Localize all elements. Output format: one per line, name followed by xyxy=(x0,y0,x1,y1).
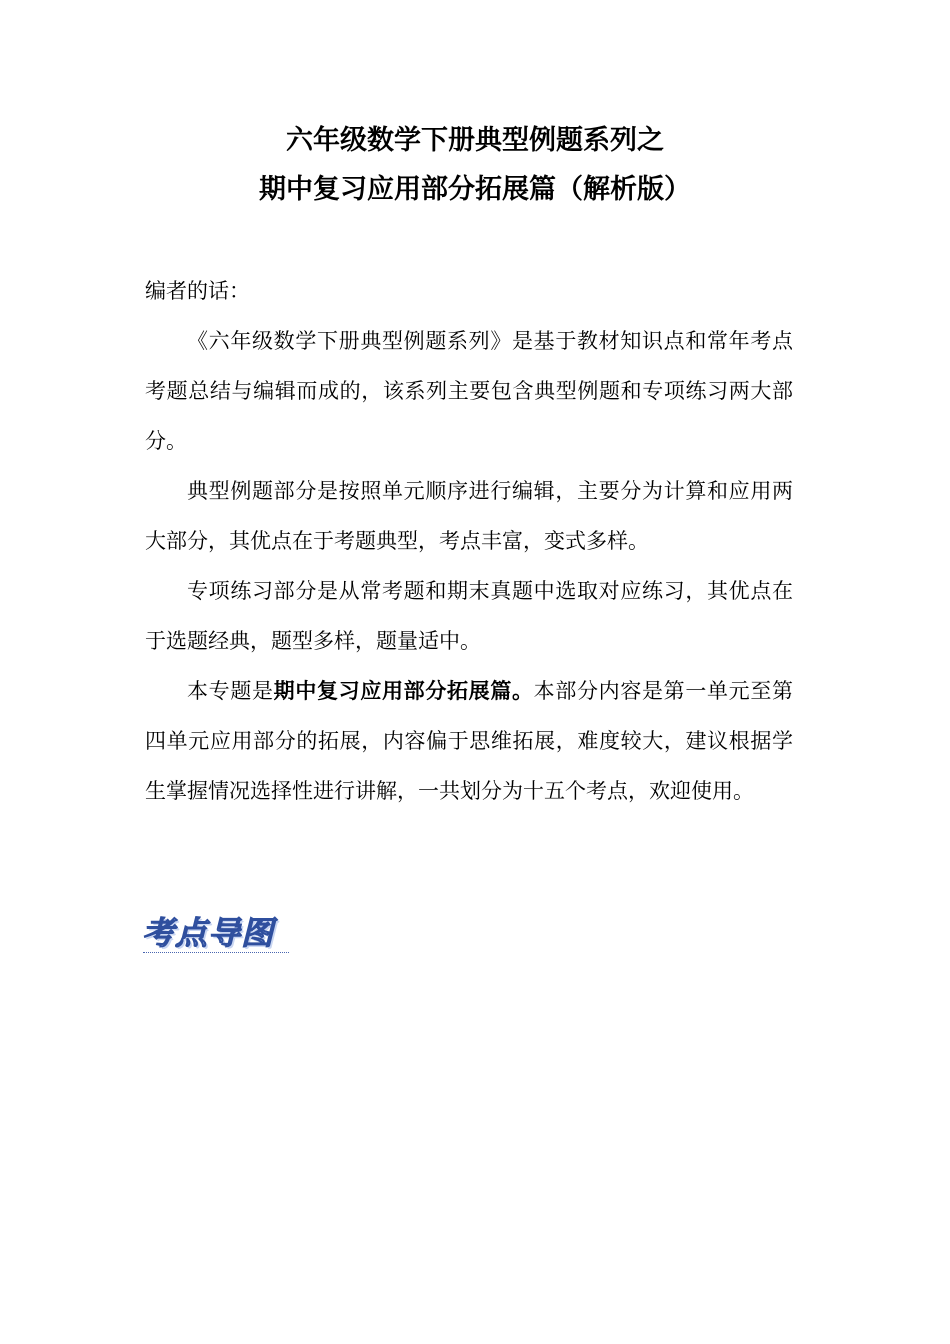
paragraph-series-overview: 《六年级数学下册典型例题系列》是基于教材知识点和常年考点考题总结与编辑而成的，该系列主要包含典型例题和专项练习两大部分。 xyxy=(145,329,793,453)
topic-prefix: 本专题是 xyxy=(187,679,274,703)
paragraph-typical-examples: 典型例题部分是按照单元顺序进行编辑，主要分为计算和应用两大部分，其优点在于考题典型，考点丰富，变式多样。 xyxy=(145,479,793,553)
knowledge-map-heading: 考点导图 xyxy=(142,914,275,952)
editor-note-label: 编者的话： xyxy=(145,279,250,303)
paragraph-special-practice: 专项练习部分是从常考题和期末真题中选取对应练习，其优点在于选题经典，题型多样，题量适中。 xyxy=(145,579,793,653)
document-title-line-2: 期中复习应用部分拓展篇（解析版） xyxy=(259,174,691,205)
intro-body xyxy=(145,316,793,816)
paragraph-topic-description xyxy=(145,666,793,816)
knowledge-map-underline xyxy=(143,952,289,953)
topic-name-bold: 期中复习应用部分拓展篇。 xyxy=(273,679,534,703)
topic-suffix: 本部分内容是第一单元至第四单元应用部分的拓展，内容偏于思维拓展，难度较大，建议根据学生掌握情况选择性进行讲解，一共划分为十五个考点，欢迎使用。 xyxy=(145,679,794,803)
document-title-line-1: 六年级数学下册典型例题系列之 xyxy=(286,125,664,156)
